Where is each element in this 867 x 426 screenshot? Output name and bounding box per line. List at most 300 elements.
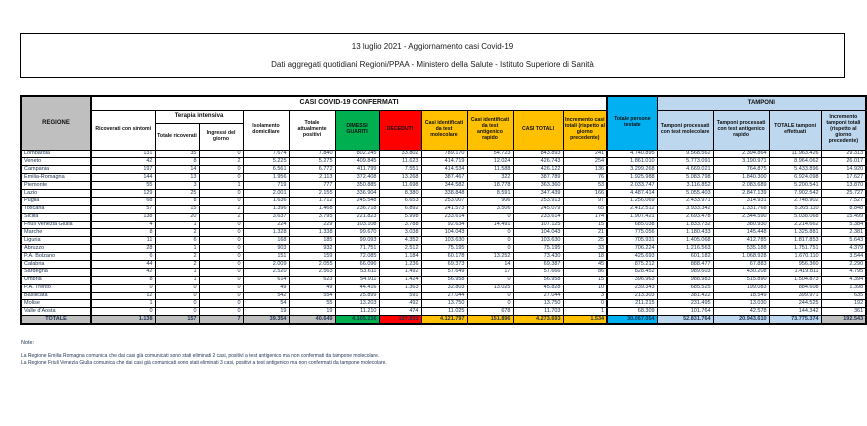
table-cell: 4.487.414 [607,189,657,197]
table-cell: 775.056 [607,229,657,237]
table-cell: 3.788 [379,221,421,229]
region-name-cell: Campania [21,166,91,174]
header-tamponi-group: TAMPONI [657,96,866,110]
header-dimessi: DIMESSI GUARITI [335,110,379,150]
table-cell: 0 [199,174,243,182]
table-cell: 53.611 [335,268,379,276]
table-cell: 185 [289,237,335,245]
header-incremento-tamponi: Incremento tamponi totali (rispetto al giorno precedente) [821,110,866,150]
table-cell: 213.303 [607,292,657,300]
table-row [21,197,866,205]
header-ricoverati: Ricoverati con sintomi [91,110,155,150]
table-cell: 425.693 [607,253,657,261]
header-casi-confermati: CASI COVID-19 CONFERMATI [91,96,607,110]
table-cell: 151.896 [467,316,513,324]
table-cell: 802.245 [335,150,379,158]
table-cell: 2.344.590 [713,213,769,221]
table-cell: 44 [91,260,155,268]
table-cell: 2 [155,260,199,268]
table-cell: 5.200.541 [769,182,821,190]
table-cell: 97 [563,197,607,205]
region-name-cell: Calabria [21,260,91,268]
table-cell: 6 [91,253,155,261]
table-cell: 474 [379,308,421,316]
table-cell: 192 [821,300,866,308]
table-cell: 26.017 [821,158,866,166]
table-cell: 8.964.062 [769,158,821,166]
table-cell: 1.325.881 [769,229,821,237]
table-cell: 6.653 [379,197,421,205]
table-cell: 5.055.403 [657,189,713,197]
table-cell: 145.448 [713,229,769,237]
table-cell: 591 [379,292,421,300]
table-cell: 11.210 [335,308,379,316]
table-cell: 54.911 [335,276,379,284]
table-cell: 13.750 [421,300,467,308]
table-cell: 8 [155,158,199,166]
table-cell: 0 [199,292,243,300]
table-cell: 6.924.098 [769,174,821,182]
table-row [21,276,866,284]
table-cell: 66.096 [335,260,379,268]
table-cell: 5.643 [821,237,866,245]
table-cell: 0 [563,300,607,308]
table-cell: 2.155 [289,189,335,197]
table-cell: 13.030 [713,300,769,308]
table-cell: 3.795 [289,213,335,221]
table-cell: 0 [155,308,199,316]
table-cell: 635 [821,292,866,300]
table-cell: 68.309 [607,308,657,316]
table-cell: 554 [289,292,335,300]
table-cell: 0 [155,292,199,300]
table-cell: 5.275 [289,158,335,166]
table-cell: 8.848 [821,205,866,213]
region-name-cell: Emilia-Romagna [21,174,91,182]
table-cell: 11.588 [467,166,513,174]
table-cell: 4 [91,221,155,229]
table-cell: 241.573 [421,205,467,213]
table-cell: 12 [91,292,155,300]
table-cell: 0 [199,189,243,197]
table-row [21,260,866,268]
table-cell: 54 [243,300,289,308]
table-cell: 42 [91,268,155,276]
table-row [21,268,866,276]
table-row [21,205,866,213]
table-cell: 15 [563,276,607,284]
table-cell: 13 [155,174,199,182]
table-cell: 2.009 [243,260,289,268]
table-row [21,150,866,158]
table-cell: 18.549 [713,292,769,300]
table-cell: 380.930 [713,221,769,229]
table-cell: 0 [199,150,243,158]
table-cell: 245.079 [513,205,563,213]
table-cell: 0 [467,245,513,253]
table-cell: 0 [467,213,513,221]
table-row [21,174,866,182]
region-name-cell: Sardegna [21,268,91,276]
region-name-cell: Liguria [21,237,91,245]
table-cell: 2.083.689 [713,182,769,190]
table-cell: 0 [91,284,155,292]
table-cell: 101.764 [657,308,713,316]
table-cell: 1 [155,268,199,276]
table-cell: 65 [563,205,607,213]
table-cell: 3 [563,292,607,300]
table-cell: 5.225 [243,158,289,166]
table-cell: 20.943.610 [713,316,769,324]
table-cell: 1.861.010 [607,158,657,166]
table-cell: 1 [155,221,199,229]
table-cell: 764.875 [713,166,769,174]
table-cell: 244.525 [769,300,821,308]
table-cell: 8 [155,197,199,205]
table-cell: 2 [199,205,243,213]
header-casi-totali: CASI TOTALI [513,110,563,150]
table-cell: 104.043 [421,229,467,237]
table-cell: 350.885 [335,182,379,190]
table-cell: 19 [243,308,289,316]
table-cell: 0 [199,284,243,292]
table-cell: 157 [155,316,199,324]
table-cell: 1.925.988 [607,174,657,182]
table-cell: 888.477 [657,260,713,268]
table-cell: 127.831 [379,316,421,324]
table-cell: 789.170 [421,150,467,158]
table-cell: 2.520 [243,268,289,276]
table-cell: 67.883 [713,260,769,268]
notes [21,340,841,367]
table-cell: 875.212 [607,260,657,268]
table-cell: 42 [91,158,155,166]
table-cell: 492 [379,300,421,308]
table-cell: 197 [91,166,155,174]
table-cell: 99.670 [335,229,379,237]
table-cell: 4.740.895 [607,150,657,158]
table-cell: 254 [563,158,607,166]
report-subtitle: Dati aggregati quotidiani Regioni/PPAA - Ministero della Salute - Istituto Superiore di Sanità [271,59,594,69]
table-cell: 3.038 [379,229,421,237]
table-cell: 25 [563,237,607,245]
header-tamponi-molecolare: Tamponi processati con test molecolare [657,110,713,150]
table-cell: 32.803 [421,284,467,292]
table-cell: 0 [199,221,243,229]
table-cell: 35 [155,150,199,158]
table-cell: 45 [563,260,607,268]
table-cell: 2.412.512 [607,205,657,213]
table-cell: 11.703 [513,308,563,316]
table-cell: 414.719 [421,158,467,166]
table-cell: 2.381 [821,229,866,237]
table-cell: 57.666 [513,268,563,276]
table-cell: 956.360 [769,260,821,268]
header-casi-molecolare: Casi identificati da test molecolare [421,110,467,150]
table-cell: 0 [199,197,243,205]
table-cell: 396.963 [607,276,657,284]
table-cell: 73.430 [513,253,563,261]
table-cell: 211.215 [607,300,657,308]
header-deceduti: DECEDUTI [379,110,421,150]
table-cell: 409.845 [335,158,379,166]
table-row [21,229,866,237]
table-cell: 233.614 [421,213,467,221]
region-name-cell: Puglia [21,197,91,205]
table-cell: 159 [289,253,335,261]
table-cell: 239.343 [607,284,657,292]
table-cell: 0 [199,268,243,276]
table-cell: 5.038.068 [769,213,821,221]
table-cell: 5.384 [821,221,866,229]
table-cell: 245.548 [335,197,379,205]
table-cell: 151 [243,253,289,261]
table-cell: 0 [199,260,243,268]
table-cell: 99.093 [335,237,379,245]
table-cell: 8.591 [467,189,513,197]
table-cell: 932 [289,245,335,253]
header-tamponi-totale: TOTALE tamponi effettuati [769,110,821,150]
table-cell: 7.551 [379,166,421,174]
table-cell: 76 [563,174,607,182]
region-name-cell: Veneto [21,158,91,166]
table-cell: 777 [289,182,335,190]
table-cell: 1.184 [379,253,421,261]
table-cell: 11.623 [379,158,421,166]
table-cell: 25.727 [821,189,866,197]
table-cell: 1.504.873 [769,276,821,284]
table-cell: 33 [563,245,607,253]
table-cell: 314.931 [713,197,769,205]
table-row [21,284,866,292]
table-cell: 229 [289,221,335,229]
table-cell: 381.422 [657,292,713,300]
region-name-cell: Valle d'Aosta [21,308,91,316]
table-cell: 3.116.852 [657,182,713,190]
region-name-cell: Umbria [21,276,91,284]
table-cell: 55 [91,182,155,190]
table-cell: 685.038 [607,221,657,229]
table-cell: 71.751 [335,245,379,253]
table-cell: 903 [243,245,289,253]
table-cell: 3.506 [467,205,513,213]
table-cell: 705.931 [607,237,657,245]
table-cell: 14 [155,166,199,174]
table-cell: 1.328 [243,229,289,237]
table-cell: 1.180.433 [657,229,713,237]
table-cell: 614 [243,276,289,284]
table-cell: 0 [199,166,243,174]
table-cell: 144 [91,174,155,182]
table-cell: 399.971 [769,292,821,300]
table-cell: 15.499 [821,213,866,221]
table-cell: 49 [289,284,335,292]
header-ti-totale: Totale ricoverati [155,123,199,150]
header-incremento-casi: Incremento casi totali (rispetto al giorno precedente) [563,110,607,150]
table-cell: 1.424 [379,276,421,284]
table-cell: 7.902.542 [769,189,821,197]
table-cell: 2.563 [289,268,335,276]
table-cell: 1.534 [563,316,607,324]
table-row [21,292,866,300]
table-cell: 9.568.562 [657,150,713,158]
table-cell: 104.043 [513,229,563,237]
table-cell: 14.491 [467,221,513,229]
table-cell: 601.182 [657,253,713,261]
table-cell: 72.085 [335,253,379,261]
table-cell: 7.840 [289,150,335,158]
table-cell: 3.299.268 [607,166,657,174]
table-cell: 3.933.342 [657,205,713,213]
table-cell: 14.920 [821,166,866,174]
table-cell: 6.772 [289,166,335,174]
table-cell: 372.408 [335,174,379,182]
table-cell: 0 [199,308,243,316]
table-cell: 1 [563,308,607,316]
table-cell: 55 [289,300,335,308]
table-cell: 0 [467,292,513,300]
table-row [21,221,866,229]
table-cell: 2.433.971 [657,197,713,205]
table-cell: 3.190.971 [713,158,769,166]
table-cell: 535.188 [713,245,769,253]
note-line-1: La Regione Emilia Romagna comunica che dai casi già comunicati sono stati eliminati 2 casi, positivi a test antigenico ma non confermati da tampone molecolare. [21,352,380,359]
table-cell: 1.833.732 [657,221,713,229]
table-cell: 387.467 [421,174,467,182]
table-cell: 5.083.798 [657,174,713,182]
table-cell: 1 [155,276,199,284]
table-cell: 6.561 [243,166,289,174]
table-cell: 75.195 [421,245,467,253]
table-cell: 103.630 [513,237,563,245]
table-cell: 4.105.236 [335,316,379,324]
table-cell: 241 [563,150,607,158]
table-cell: 42.578 [713,308,769,316]
table-cell: 1.419.811 [769,268,821,276]
table-cell: 56.958 [421,276,467,284]
table-cell: 6.892 [379,205,421,213]
region-name-cell: P.A. Bolzano [21,253,91,261]
table-cell: 19 [289,308,335,316]
table-cell: 2.394.864 [713,150,769,158]
header-tamponi-antigenico: Tamponi processati con test antigenico rapido [713,110,769,150]
table-cell: 7 [199,316,243,324]
table-cell: 0 [155,300,199,308]
title-box [20,33,845,78]
table-cell: 168 [243,237,289,245]
table-cell: 2.055 [289,260,335,268]
table-cell: 0 [91,308,155,316]
table-cell: 28 [91,245,155,253]
table-cell: 7.674 [243,150,289,158]
table-cell: 30.067.054 [607,316,657,324]
table-cell: 92.634 [421,221,467,229]
table-cell: 4.669.021 [657,166,713,174]
table-cell: 25 [155,189,199,197]
table-cell: 144.342 [769,308,821,316]
table-cell: 8 [91,276,155,284]
table-cell: 75.195 [513,245,563,253]
table-cell: 69.387 [513,260,563,268]
table-cell: 988.983 [657,276,713,284]
region-name-cell: Basilicata [21,292,91,300]
table-cell: 719 [243,182,289,190]
table-cell: 11.025 [421,308,467,316]
table-cell: 2.847.139 [713,189,769,197]
table-cell: 53 [563,182,607,190]
table-cell: 2.748.902 [769,197,821,205]
table-cell: 2.693.478 [657,213,713,221]
table-cell: 347.439 [513,189,563,197]
table-cell: 0 [199,229,243,237]
table-cell: 129 [91,189,155,197]
table-cell: 4.394 [821,276,866,284]
table-cell: 1 [155,245,199,253]
table-cell: 884.608 [769,284,821,292]
table-cell: 1.468 [289,205,335,213]
table-cell: 678 [467,308,513,316]
region-name-cell: Molise [21,300,91,308]
table-cell: 13.252 [467,253,513,261]
table-cell: 1 [199,182,243,190]
table-cell: 1.405.068 [657,237,713,245]
table-cell: 1.138 [91,316,155,324]
table-cell: 1.817.853 [769,237,821,245]
table-cell: 17 [467,268,513,276]
table-cell: 361 [821,308,866,316]
table-cell: 15 [155,205,199,213]
region-name-cell: Lombardia [21,150,91,158]
table-cell: 1.670.110 [769,253,821,261]
table-cell: 0 [467,276,513,284]
table-cell: 25.899 [335,292,379,300]
table-cell: 8 [91,229,155,237]
table-cell: 1.338 [289,229,335,237]
table-cell: 86 [563,268,607,276]
table-cell: 1.712 [289,197,335,205]
table-cell: 166 [563,189,607,197]
totale-row [21,316,866,324]
header-casi-antigenico: Casi identificati da test antigenico rapido [467,110,513,150]
table-cell: 7.527 [821,197,866,205]
table-cell: 13.025 [467,284,513,292]
table-cell: 4.121.797 [421,316,467,324]
table-cell: 0 [199,276,243,284]
table-cell: 4.379 [821,245,866,253]
table-cell: 412.785 [713,237,769,245]
table-row [21,245,866,253]
table-cell: 411.799 [335,166,379,174]
table-cell: 136 [563,166,607,174]
table-cell: 13.750 [513,300,563,308]
report-title: 13 luglio 2021 - Aggiornamento casi Covid-19 [351,42,514,52]
table-cell: 233.614 [513,213,563,221]
table-cell: 57 [91,205,155,213]
table-cell: 13.268 [379,174,421,182]
table-cell: 3.637 [243,213,289,221]
table-cell: 253.007 [421,197,467,205]
table-row [21,213,866,221]
table-cell: 52.831.764 [657,316,713,324]
table-cell: 1.492 [379,268,421,276]
table-cell: 1.956 [243,174,289,182]
header-attualmente-positivi: Totale attualmente positivi [289,110,335,150]
table-cell: 623 [289,276,335,284]
table-cell: 56.958 [513,276,563,284]
table-cell: 44.416 [335,284,379,292]
region-name-cell: Lazio [21,189,91,197]
table-cell: 344.582 [421,182,467,190]
